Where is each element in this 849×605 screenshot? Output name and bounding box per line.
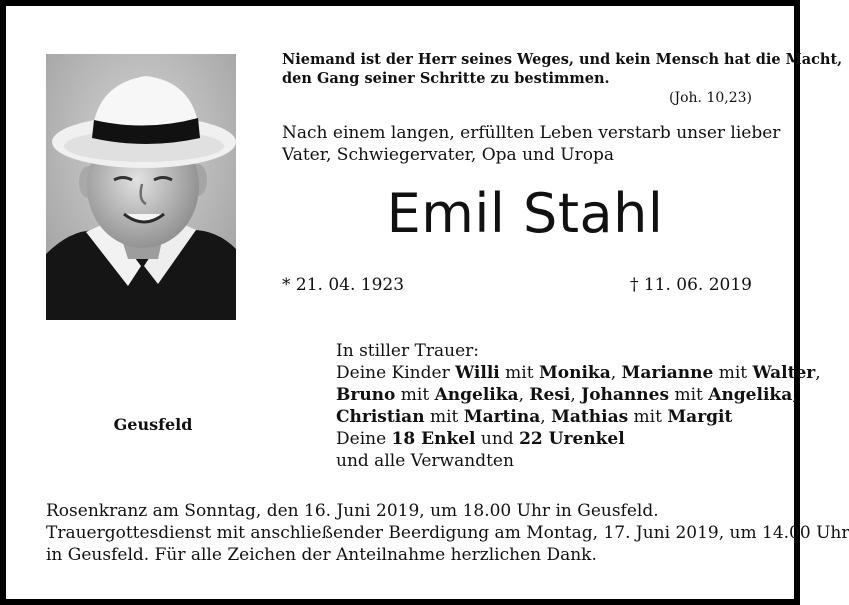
text: , xyxy=(570,385,582,405)
text: mit xyxy=(499,363,539,383)
mourner-name: Martina xyxy=(463,407,541,427)
mourner-count: 18 Enkel xyxy=(391,429,476,449)
mourners-line xyxy=(336,362,821,384)
text: mit xyxy=(628,407,668,427)
intro-text xyxy=(282,122,781,166)
intro-line: Nach einem langen, erfüllten Leben verstarb unser lieber xyxy=(282,123,781,143)
text: und xyxy=(475,429,520,449)
man-in-hat-icon xyxy=(46,54,236,320)
text: , xyxy=(792,385,798,405)
mourner-name: Resi xyxy=(529,385,571,405)
mourner-name: Walter xyxy=(752,363,816,383)
text: Deine xyxy=(336,429,392,449)
text: mit xyxy=(669,385,709,405)
mourner-name: Margit xyxy=(667,407,733,427)
mourners-list xyxy=(336,340,821,472)
verse-reference: (Joh. 10,23) xyxy=(669,90,752,106)
notice-line: in Geusfeld. Für alle Zeichen der Anteilnahme herzlichen Dank. xyxy=(46,545,597,565)
death-date: † 11. 06. 2019 xyxy=(629,275,752,295)
mourner-count: 22 Urenkel xyxy=(519,429,625,449)
mourners-heading: In stiller Trauer: xyxy=(336,341,479,361)
mourner-name: Angelika xyxy=(434,385,519,405)
text: , xyxy=(815,363,821,383)
service-notice xyxy=(46,500,849,566)
text: , xyxy=(610,363,622,383)
deceased-name: Emil Stahl xyxy=(386,182,664,245)
notice-line: Trauergottesdienst mit anschließender Beerdigung am Montag, 17. Juni 2019, um 14.00 Uhr xyxy=(46,523,849,543)
bible-verse xyxy=(282,50,843,88)
portrait-photo xyxy=(46,54,236,320)
mourner-name: Willi xyxy=(455,363,500,383)
verse-line: den Gang seiner Schritte zu bestimmen. xyxy=(282,70,610,87)
mourners-line xyxy=(336,384,798,406)
text: , xyxy=(518,385,530,405)
place-of-residence: Geusfeld xyxy=(113,415,193,434)
mourner-name: Christian xyxy=(336,407,425,427)
intro-line: Vater, Schwiegervater, Opa und Uropa xyxy=(282,145,614,165)
mourner-name: Johannes xyxy=(581,385,670,405)
mourner-name: Mathias xyxy=(551,407,629,427)
text: mit xyxy=(713,363,753,383)
text: , xyxy=(540,407,552,427)
text: mit xyxy=(395,385,435,405)
mourner-name: Marianne xyxy=(621,363,714,383)
mourner-name: Monika xyxy=(538,363,611,383)
birth-date: * 21. 04. 1923 xyxy=(282,275,405,295)
text: Deine Kinder xyxy=(336,363,456,383)
mourner-name: Bruno xyxy=(336,385,396,405)
notice-line: Rosenkranz am Sonntag, den 16. Juni 2019, um 18.00 Uhr in Geusfeld. xyxy=(46,501,659,521)
mourner-name: Angelika xyxy=(708,385,793,405)
mourners-line: und alle Verwandten xyxy=(336,451,514,471)
mourners-line xyxy=(336,428,776,450)
text: mit xyxy=(424,407,464,427)
mourners-line xyxy=(336,406,776,428)
verse-line: Niemand ist der Herr seines Weges, und kein Mensch hat die Macht, xyxy=(282,51,843,68)
